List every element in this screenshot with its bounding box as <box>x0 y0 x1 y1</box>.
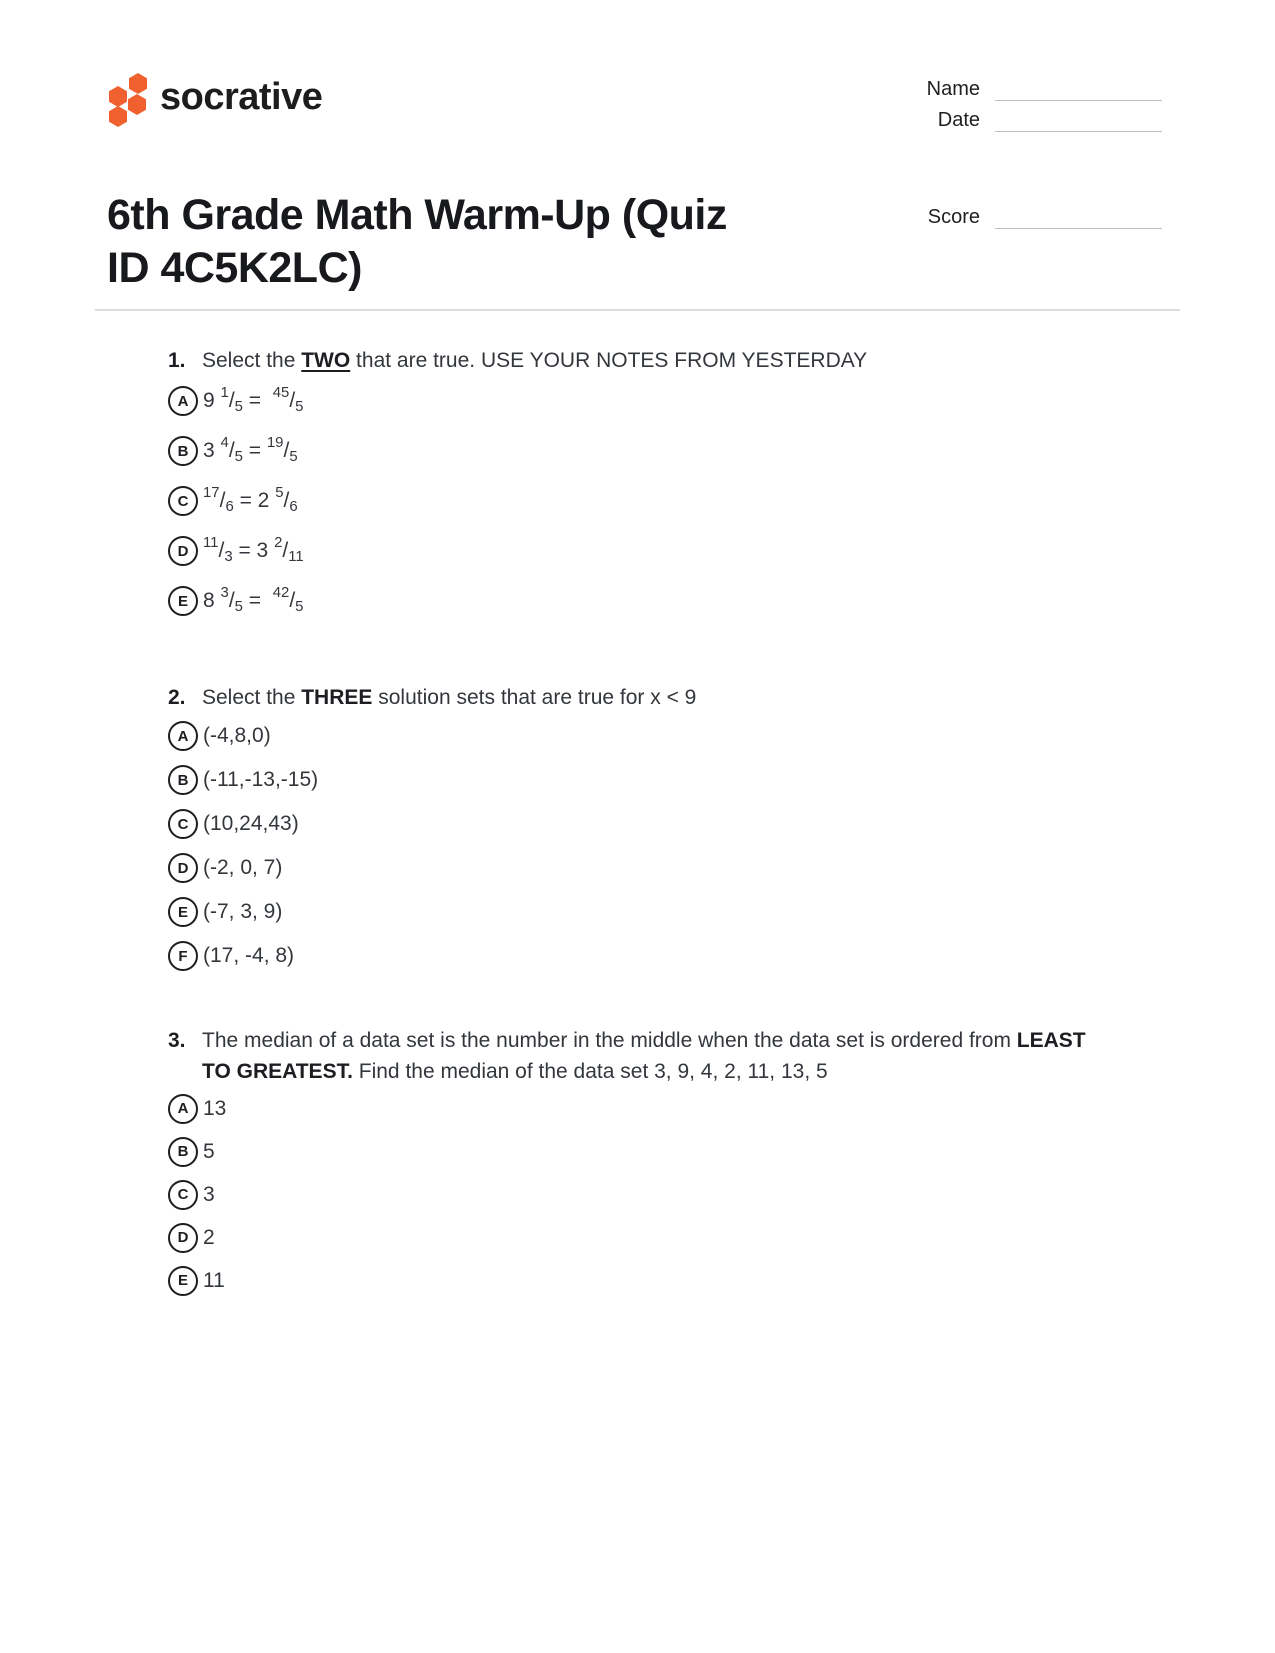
option-text: 3 <box>203 1182 215 1206</box>
score-field-row <box>870 205 1162 229</box>
option-letter: A <box>177 1100 189 1117</box>
name-field-row <box>870 77 1162 101</box>
option-letter: B <box>177 1143 189 1160</box>
option-letter: F <box>178 947 188 965</box>
question-1 <box>168 345 1163 626</box>
question-number: 2. <box>168 686 186 709</box>
question-2-options <box>168 715 1163 977</box>
socrative-logo-icon <box>107 73 157 129</box>
answer-option <box>168 1173 1163 1216</box>
option-letter: C <box>177 815 189 833</box>
question-number: 3. <box>168 1029 186 1052</box>
answer-bubble[interactable] <box>168 1223 198 1253</box>
answer-bubble[interactable] <box>168 1266 198 1296</box>
option-text: 9 $^1/_5 = ^{45}/_5$ <box>203 385 304 415</box>
score-label: Score <box>927 206 980 228</box>
answer-bubble[interactable] <box>168 721 198 751</box>
answer-bubble[interactable] <box>168 809 198 839</box>
answer-option <box>168 376 1163 426</box>
question-prompt: Select the TWO that are true. USE YOUR NOTES FROM YESTERDAY <box>202 349 868 372</box>
question-3-options <box>168 1087 1163 1302</box>
answer-bubble[interactable] <box>168 1094 198 1124</box>
question-number: 1. <box>168 349 186 372</box>
answer-bubble[interactable] <box>168 536 198 566</box>
answer-bubble[interactable] <box>168 897 198 927</box>
question-prompt: The median of a data set is the number in the middle when the data set is ordered from LEAST TO GREATEST. Find the median of the data set 3, 9, 4, 2, 11, 13, 5 <box>202 1029 1086 1083</box>
option-letter: C <box>177 492 189 510</box>
option-text: 8 $^3/_5 = ^{42}/_5$ <box>203 585 304 615</box>
option-text: (-4,8,0) <box>203 724 271 747</box>
score-blank-line <box>995 206 1162 229</box>
option-text: (-11,-13,-15) <box>203 768 319 791</box>
answer-option <box>168 803 1163 845</box>
answer-option <box>168 847 1163 889</box>
answer-option <box>168 1130 1163 1173</box>
hexagon-icon <box>128 94 146 115</box>
answer-bubble[interactable] <box>168 386 198 416</box>
question-1-head <box>168 345 1163 376</box>
question-1-options <box>168 376 1163 626</box>
option-text: 11 <box>203 1268 225 1292</box>
option-letter: E <box>177 592 188 610</box>
option-letter: D <box>177 859 189 877</box>
option-text: (17, -4, 8) <box>203 944 295 967</box>
socrative-logo <box>107 73 322 129</box>
option-letter: D <box>177 542 189 560</box>
option-letter: D <box>177 1229 189 1246</box>
answer-option <box>168 426 1163 476</box>
date-label: Date <box>937 109 980 131</box>
option-text: 5 <box>203 1139 215 1163</box>
question-3 <box>168 1025 1163 1302</box>
answer-bubble[interactable] <box>168 586 198 616</box>
answer-option <box>168 715 1163 757</box>
answer-bubble[interactable] <box>168 1137 198 1167</box>
question-2 <box>168 682 1163 977</box>
answer-bubble[interactable] <box>168 941 198 971</box>
answer-option <box>168 1087 1163 1130</box>
question-prompt: Select the THREE solution sets that are true for x < 9 <box>202 686 697 709</box>
option-letter: C <box>177 1186 189 1203</box>
answer-option <box>168 476 1163 526</box>
option-letter: B <box>177 771 189 789</box>
answer-bubble[interactable] <box>168 765 198 795</box>
option-text: $^{17}/_6 = 2$ $^5/_6$ <box>203 485 298 515</box>
option-letter: E <box>177 903 188 921</box>
answer-option <box>168 1259 1163 1302</box>
question-3-head <box>168 1025 1163 1087</box>
answer-bubble[interactable] <box>168 436 198 466</box>
option-letter: A <box>177 392 189 410</box>
option-text: 2 <box>203 1225 215 1249</box>
answer-option <box>168 759 1163 801</box>
answer-option <box>168 576 1163 626</box>
quiz-title: 6th Grade Math Warm-Up (Quiz ID 4C5K2LC) <box>107 190 727 292</box>
name-label: Name <box>926 78 980 100</box>
brand-name: socrative <box>160 76 323 118</box>
name-blank-line <box>995 78 1162 101</box>
answer-bubble[interactable] <box>168 486 198 516</box>
date-field-row <box>870 108 1162 132</box>
answer-bubble[interactable] <box>168 1180 198 1210</box>
option-text: (10,24,43) <box>203 812 299 835</box>
answer-option <box>168 935 1163 977</box>
hexagon-icon <box>109 106 127 127</box>
option-text: (-7, 3, 9) <box>203 900 283 923</box>
option-letter: E <box>177 1272 188 1289</box>
header-divider <box>95 309 1180 311</box>
answer-option <box>168 526 1163 576</box>
option-text: (-2, 0, 7) <box>203 856 283 879</box>
question-2-head <box>168 682 1163 713</box>
hexagon-icon <box>109 86 127 107</box>
option-text: 13 <box>203 1096 227 1120</box>
answer-option <box>168 1216 1163 1259</box>
option-text: 3 $^4/_5 = ^{19}/_5$ <box>203 435 298 465</box>
option-text: $^{11}/_3 = 3$ $^2/_{11}$ <box>203 535 304 565</box>
option-letter: A <box>177 727 189 745</box>
answer-option <box>168 891 1163 933</box>
hexagon-icon <box>129 73 147 94</box>
answer-bubble[interactable] <box>168 853 198 883</box>
date-blank-line <box>995 109 1162 132</box>
option-letter: B <box>177 442 189 460</box>
